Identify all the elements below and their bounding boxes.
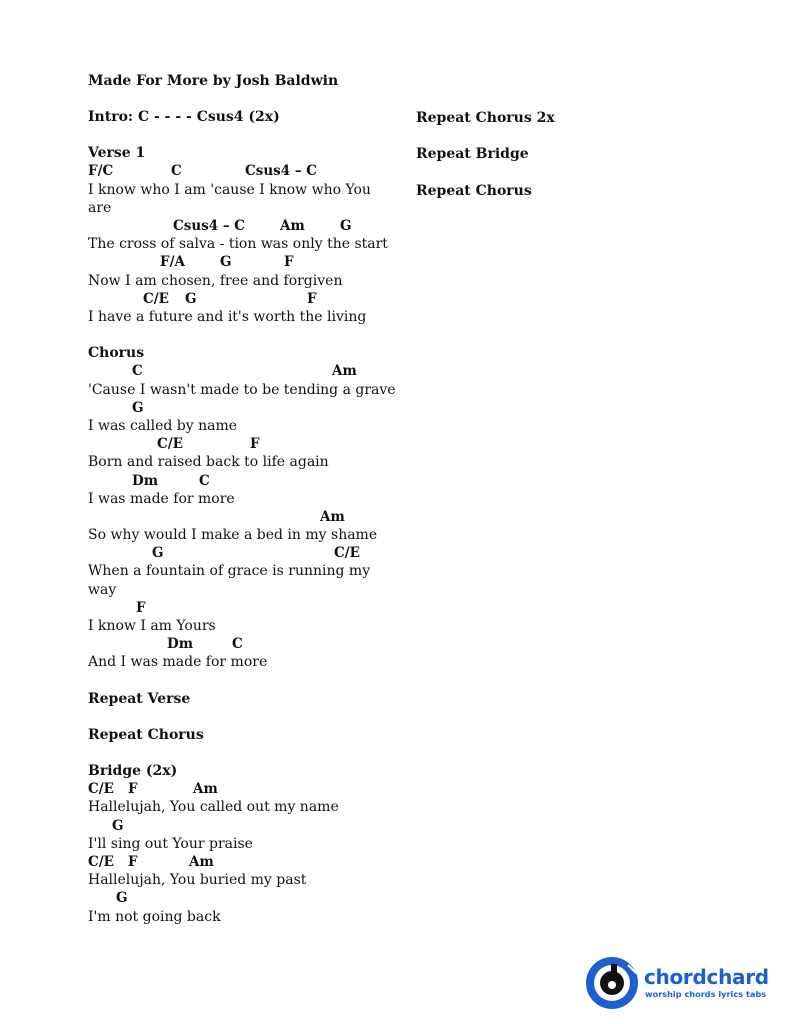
chord: F	[250, 436, 260, 453]
chord: C/E	[157, 436, 183, 453]
chord: Dm	[132, 472, 158, 489]
chord-line	[88, 635, 398, 653]
lyric-line: Now I am chosen, free and forgiven	[88, 272, 343, 289]
chord-line	[88, 399, 398, 417]
verse-heading: Verse 1	[88, 145, 146, 162]
chordchard-logo	[584, 955, 768, 1013]
repeat-chorus-2x: Repeat Chorus 2x	[416, 110, 555, 126]
chord: Csus4 – C	[245, 163, 318, 180]
chord-line	[88, 290, 398, 308]
lyric-line: I was called by name	[88, 417, 238, 434]
chord-line	[88, 780, 398, 798]
chord: F	[307, 290, 317, 307]
lyric-line: Hallelujah, You called out my name	[88, 799, 339, 816]
lyric-line: I know I am Yours	[88, 618, 216, 635]
chord-line	[88, 544, 398, 562]
chord: F	[284, 254, 294, 271]
chord: G	[116, 890, 128, 907]
chord: Am	[280, 217, 305, 234]
chord: F/C	[88, 163, 114, 180]
chord: C/E	[88, 854, 114, 870]
chord-line	[88, 435, 398, 453]
chord: C/E	[334, 545, 360, 562]
chord: F	[128, 781, 138, 798]
chord-line	[88, 599, 398, 617]
chord: Am	[332, 363, 357, 380]
chord: Am	[320, 508, 345, 525]
lyric-line: I was made for more	[88, 490, 235, 507]
chord: Csus4 – C	[173, 217, 246, 234]
chord: F	[136, 599, 146, 616]
chord: F	[128, 854, 138, 870]
chord-line	[88, 362, 398, 380]
chord-line	[88, 162, 398, 180]
lyric-line: When a fountain of grace is running my way	[88, 563, 371, 598]
logo-tagline: worship chords lyrics tabs	[645, 989, 767, 999]
chord: C	[132, 363, 143, 380]
left-column	[88, 72, 398, 926]
chord: Am	[189, 854, 214, 870]
repeat-chorus-final: Repeat Chorus	[416, 182, 532, 199]
lyric-line: So why would I make a bed in my shame	[88, 527, 378, 544]
lyric-line: Born and raised back to life again	[88, 454, 329, 471]
bridge-heading: Bridge (2x)	[88, 763, 178, 780]
song-title: Made For More by Josh Baldwin	[88, 73, 339, 89]
chord: C/E	[88, 781, 114, 798]
lyric-line: I'm not going back	[88, 908, 221, 925]
lyric-line: I'll sing out Your praise	[88, 835, 253, 852]
repeat-chorus: Repeat Chorus	[88, 727, 204, 744]
lyric-line: 'Cause I wasn't made to be tending a grave	[88, 381, 396, 398]
chord: C/E	[143, 290, 169, 307]
chorus-heading: Chorus	[88, 345, 145, 362]
intro-line: Intro: C - - - - Csus4 (2x)	[88, 109, 280, 126]
repeat-bridge: Repeat Bridge	[416, 146, 529, 163]
chord: G	[132, 399, 144, 416]
chord: C	[232, 636, 243, 653]
chord-line	[88, 817, 398, 835]
logo-wordmark: chordchard	[644, 965, 769, 989]
chord-line	[88, 853, 398, 871]
lyric-line: Hallelujah, You buried my past	[88, 872, 307, 889]
chord-line	[88, 472, 398, 490]
chord: Am	[193, 781, 218, 798]
lyric-line: I have a future and it's worth the living	[88, 308, 367, 325]
chord: G	[112, 817, 124, 834]
chord: G	[220, 254, 232, 271]
right-column	[416, 109, 736, 218]
lyric-line: I know who I am 'cause I know who You are	[88, 181, 371, 216]
lyric-line: The cross of salva - tion was only the start	[88, 236, 388, 253]
chord: G	[152, 545, 164, 562]
chord: G	[185, 290, 197, 307]
lyric-line: And I was made for more	[88, 654, 268, 671]
chord-line	[88, 217, 398, 235]
chord-line	[88, 508, 398, 526]
chordchard-logo-icon	[584, 955, 640, 1011]
chord: Dm	[167, 636, 193, 653]
chord: G	[340, 217, 352, 234]
chord: C	[171, 163, 182, 180]
chord-line	[88, 253, 398, 271]
chord: F/A	[160, 254, 185, 271]
repeat-verse: Repeat Verse	[88, 690, 191, 707]
chord-line	[88, 889, 398, 907]
chord: C	[199, 472, 210, 489]
